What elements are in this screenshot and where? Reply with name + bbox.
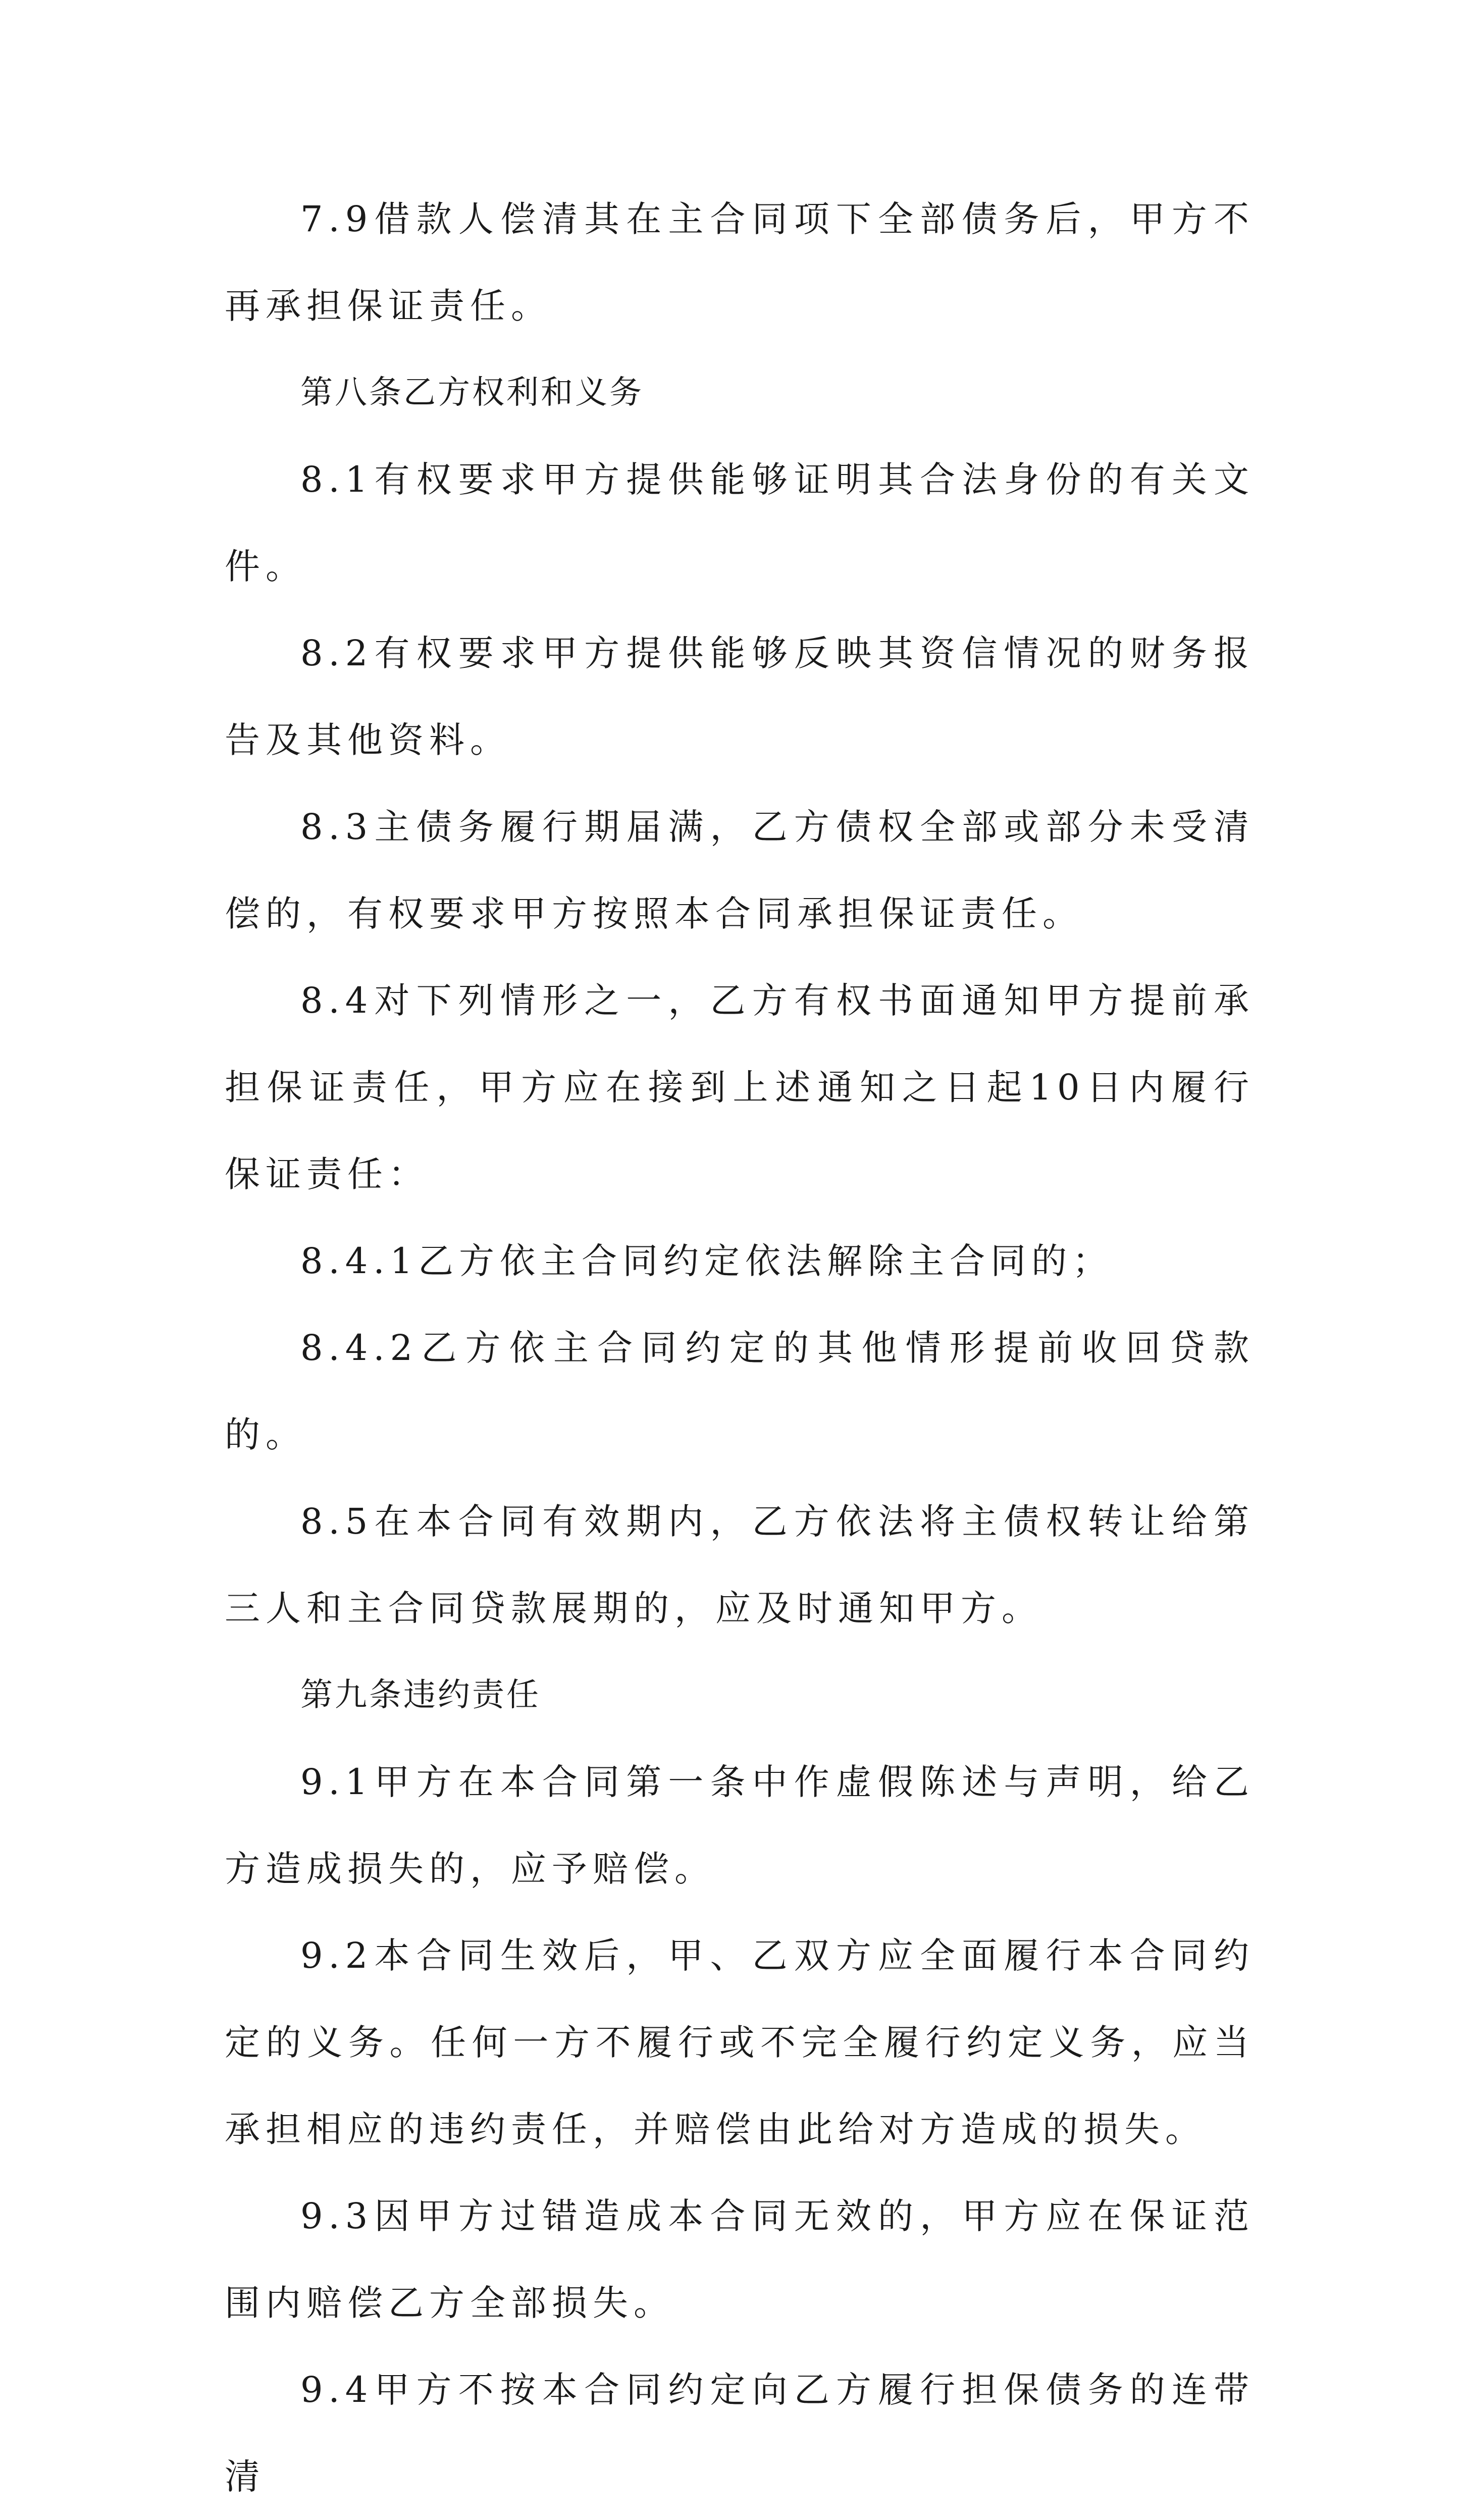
clause-7-9: 7.9借款人偿清其在主合同项下全部债务后，甲方不再承担保证责任。 [225,198,1255,327]
clause-8-2: 8.2有权要求甲方提供能够反映其资信情况的财务报告及其他资料。 [225,633,1255,761]
clause-8-4-1: 8.4.1乙方依主合同约定依法解除主合同的； [300,1240,1114,1282]
document-body [225,176,1255,2520]
clause-8-5: 8.5在本合同有效期内，乙方依法将主债权转让给第三人和主合同贷款展期的，应及时通知甲方。 [225,1501,1255,1629]
article-9-heading: 第九条违约责任 [300,1676,541,1714]
article-8-heading: 第八条乙方权利和义务 [300,374,644,411]
clause-8-3: 8.3主债务履行期届满，乙方债权全部或部分未受清偿的，有权要求甲方按照本合同承担保证责任。 [225,806,1255,934]
clause-9-2: 9.2本合同生效后，甲、乙双方应全面履行本合同约定的义务。任何一方不履行或不完全履行约定义务，应当承担相应的违约责任，并赔偿由此给对方造成的损失。 [225,1935,1255,2150]
clause-8-1: 8.1有权要求甲方提供能够证明其合法身份的有关文件。 [225,459,1255,587]
clause-8-4-2: 8.4.2乙方依主合同约定的其他情形提前收回贷款的。 [225,1327,1255,1455]
clause-8-4: 8.4对下列情形之一，乙方有权书面通知甲方提前承担保证责任，甲方应在接到上述通知之日起10日内履行保证责任： [225,980,1255,1195]
clause-9-3: 9.3因甲方过错造成本合同无效的，甲方应在保证范围内赔偿乙方全部损失。 [225,2195,1255,2324]
clause-9-4: 9.4甲方不按本合同约定向乙方履行担保债务的连带清 [225,2369,1255,2497]
clause-9-1: 9.1甲方在本合同第一条中作虚假陈述与声明，给乙方造成损失的，应予赔偿。 [225,1761,1255,1889]
